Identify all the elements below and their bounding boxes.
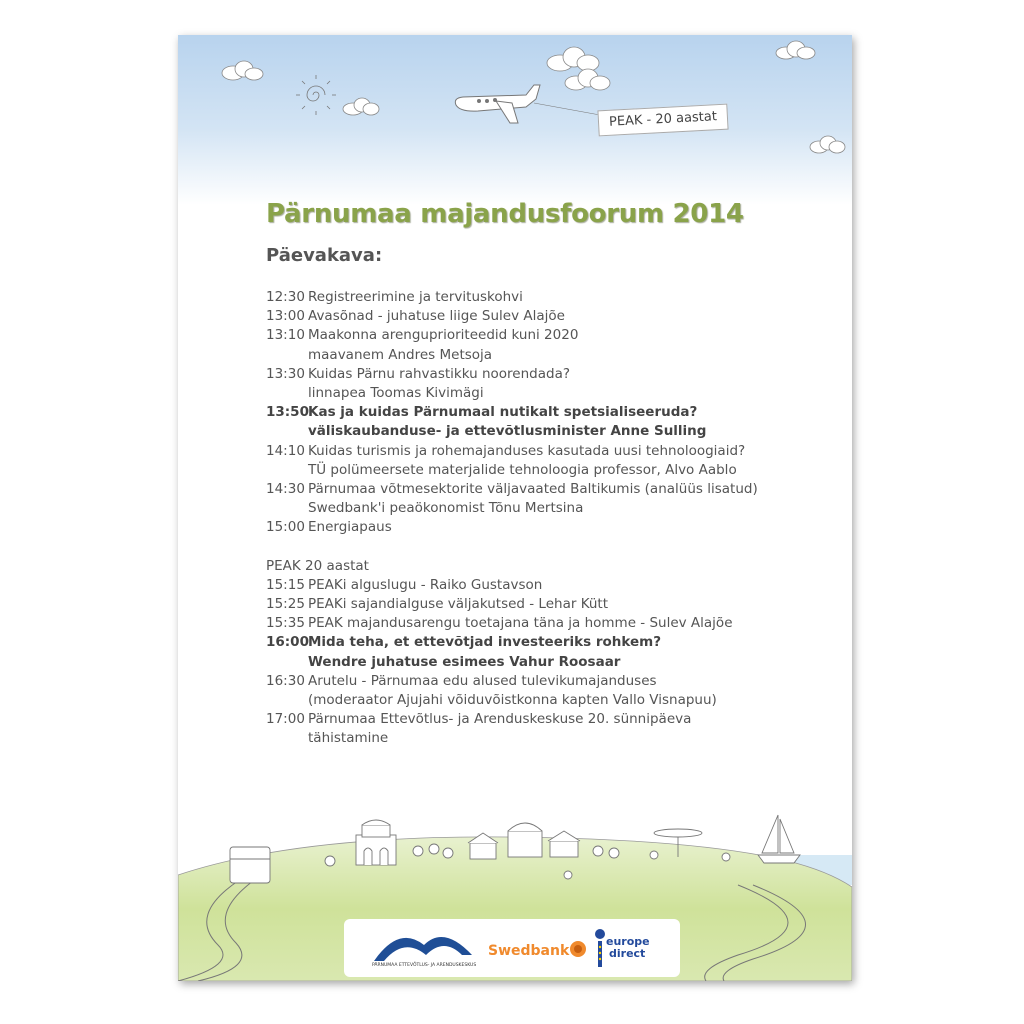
agenda-title: Maakonna arenguprioriteedid kuni 2020: [308, 327, 579, 344]
agenda-title: Avasõnad - juhatuse liige Sulev Alajõe: [308, 308, 565, 325]
sponsor-logos: [344, 919, 680, 977]
poster-page: [178, 35, 852, 981]
agenda-speaker: tähistamine: [308, 730, 389, 747]
agenda-speaker: (moderaator Ajujahi võiduvõistkonna kapten Vallo Visnapuu): [308, 692, 717, 709]
agenda-time: 14:10: [266, 442, 305, 459]
agenda-time: 15:15: [266, 576, 305, 593]
agenda-title: Energiapaus: [308, 519, 392, 536]
sailboat-icon: [758, 815, 800, 863]
agenda-title: Pärnumaa võtmesektorite väljavaated Baltikumis (analüüs lisatud): [308, 481, 758, 498]
agenda-time: 14:30: [266, 481, 305, 498]
agenda-title: Registreerimine ja tervituskohvi: [308, 289, 523, 305]
agenda-title: Kas ja kuidas Pärnumaal nutikalt spetsialiseeruda?: [308, 404, 698, 421]
agenda-title: Kuidas Pärnu rahvastikku noorendada?: [308, 365, 571, 382]
agenda-title: PEAKi sajandialguse väljakutsed - Lehar Kütt: [308, 596, 609, 613]
agenda-title: PEAK majandusarengu toetajana täna ja homme - Sulev Alajõe: [308, 615, 733, 632]
peak-logo-caption: PÄRNUMAA ETTEVÕTLUS- JA ARENDUSKESKUS: [372, 963, 477, 968]
villa-building-icon: [468, 823, 580, 859]
agenda-time: 16:30: [266, 672, 305, 689]
page-title: Pärnumaa majandusfoorum 2014: [266, 199, 744, 229]
europe-direct-logo-line2: direct: [609, 947, 646, 960]
agenda-title: Pärnumaa Ettevõtlus- ja Arenduskeskuse 20. sünnipäeva: [308, 711, 692, 728]
agenda-time: 15:25: [266, 596, 305, 613]
agenda-title: Kuidas turismis ja rohemajanduses kasutada uusi tehnoloogiaid?: [308, 442, 746, 459]
agenda-time: 13:10: [266, 327, 305, 344]
agenda-time: 13:00: [266, 308, 305, 325]
agenda-time: 15:35: [266, 615, 305, 632]
agenda-speaker: väliskaubanduse- ja ettevõtlusminister Anne Sulling: [308, 423, 707, 440]
airplane-banner: PEAK - 20 aastat: [597, 104, 728, 137]
agenda-speaker: linnapea Toomas Kivimägi: [308, 385, 484, 402]
section-heading-peak: PEAK 20 aastat: [266, 557, 369, 574]
swedbank-logo: Swedbank: [488, 943, 570, 959]
europe-direct-icon: [595, 929, 605, 967]
agenda-speaker: maavanem Andres Metsoja: [308, 346, 493, 363]
agenda-speaker: Wendre juhatuse esimees Vahur Roosaar: [308, 653, 621, 670]
agenda-time: 17:00: [266, 711, 305, 728]
agenda-time: 13:50: [266, 404, 309, 421]
agenda-heading: Päevakava:: [266, 245, 383, 266]
agenda-title: Arutelu - Pärnumaa edu alused tulevikumajanduses: [308, 672, 657, 689]
agenda-speaker: TÜ polümeersete materjalide tehnoloogia professor, Alvo Aablo: [308, 461, 737, 478]
agenda-time: 13:30: [266, 365, 305, 382]
agenda-time: 15:00: [266, 519, 305, 536]
swedbank-oak-icon: [570, 941, 586, 957]
europe-direct-logo-line1: europe: [606, 935, 650, 948]
agenda-speaker: Swedbank'i peaökonomist Tõnu Mertsina: [308, 500, 584, 517]
agenda-title: Mida teha, et ettevõtjad investeeriks rohkem?: [308, 634, 662, 651]
tower-building-icon: [356, 820, 396, 865]
agenda-title: PEAKi alguslugu - Raiko Gustavson: [308, 576, 543, 593]
agenda-time: 12:30: [266, 289, 305, 305]
landscape-illustration: [178, 35, 852, 981]
agenda-time: 16:00: [266, 634, 309, 651]
bus-icon: [230, 847, 270, 883]
